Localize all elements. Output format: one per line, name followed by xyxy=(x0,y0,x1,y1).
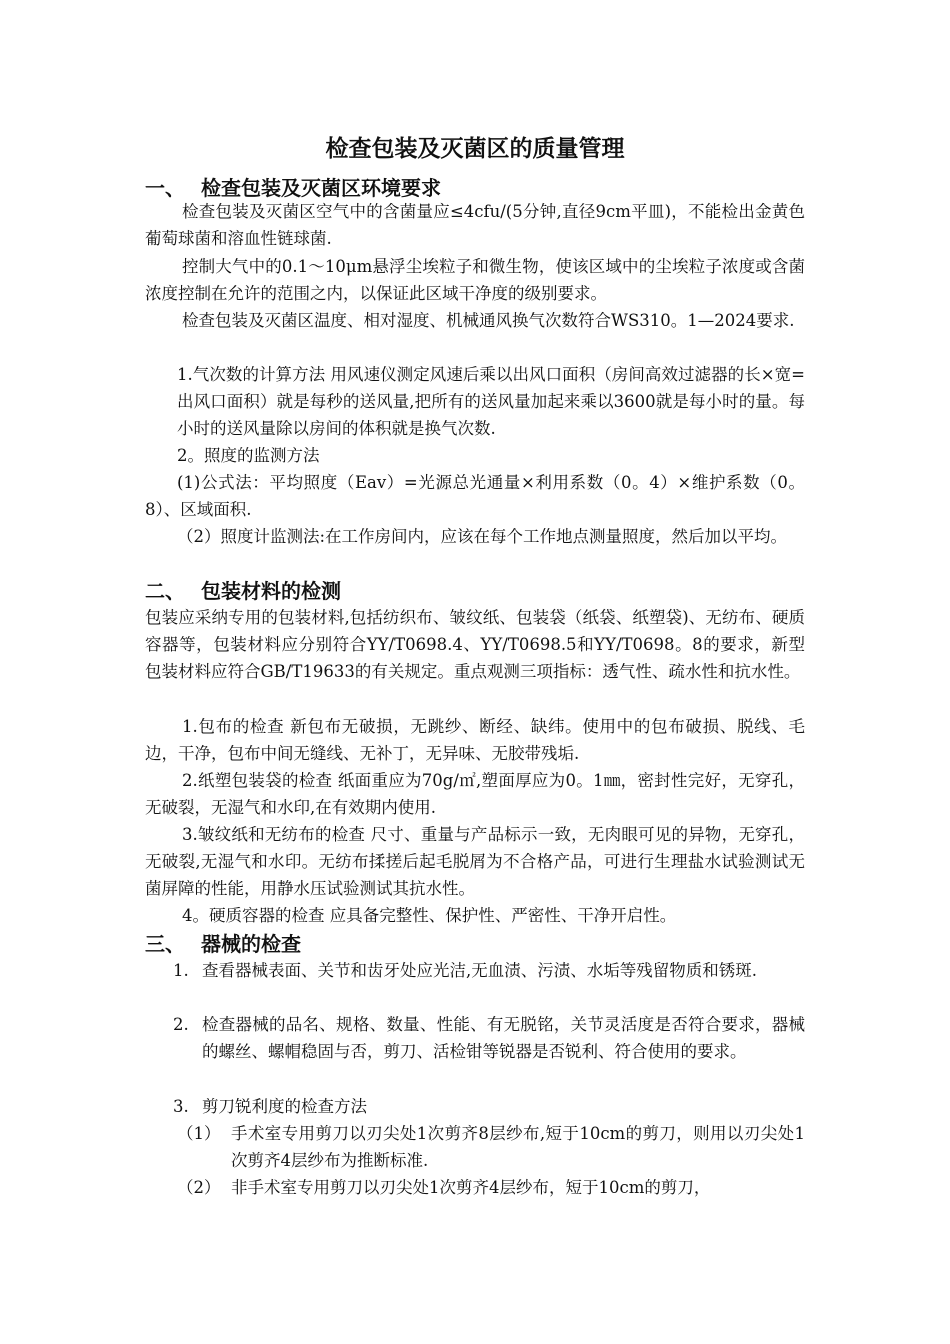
paragraph: (1)公式法：平均照度（Eav）=光源总光通量×利用系数（0。4）×维护系数（0。8）、区域面积. xyxy=(145,473,805,519)
page-title: 检查包装及灭菌区的质量管理 xyxy=(325,136,625,162)
paragraph: 1.包布的检查 新包布无破损，无跳纱、断经、缺纬。使用中的包布破损、脱线、毛边，干净，包布中间无缝线、无补丁，无异味、无胶带残垢. xyxy=(145,717,805,763)
sub-list-item xyxy=(177,1174,805,1201)
paragraph: 包装应采纳专用的包装材料,包括纺织布、皱纹纸、包装袋（纸袋、纸塑袋)、无纺布、硬质容器等，包装材料应分别符合YY/T0698.4、YY/T0698.5和YY/T0698。8的要求，新型包装材料应符合GB/T19633的有关规定。重点观测三项指标：透气性、疏水性和抗水性。 xyxy=(145,608,805,681)
paragraph: 2.纸塑包装袋的检查 纸面重应为70g/㎡,塑面厚应为0。1㎜，密封性完好，无穿孔，无破裂，无湿气和水印,在有效期内使用. xyxy=(145,771,805,817)
section-number: 三、 xyxy=(145,932,185,956)
sub-list-number: （2） xyxy=(177,1178,221,1197)
section-title: 检查包装及灭菌区环境要求 xyxy=(201,176,441,200)
paragraph: 2。照度的监测方法 xyxy=(177,446,320,465)
sub-list-number: （1） xyxy=(177,1124,221,1143)
list-number: 2. xyxy=(173,1015,189,1034)
section-number: 一、 xyxy=(145,176,185,200)
section-title: 器械的检查 xyxy=(201,932,301,956)
paragraph: 3.皱纹纸和无纺布的检查 尺寸、重量与产品标示一致，无肉眼可见的异物，无穿孔，无破裂,无湿气和水印。无纺布揉搓后起毛脱屑为不合格产品，可进行生理盐水试验测试无菌屏障的性能，用静水压试验测试其抗水性。 xyxy=(145,825,805,898)
paragraph: 4。硬质容器的检查 应具备完整性、保护性、严密性、干净开启性。 xyxy=(182,906,677,925)
list-item xyxy=(173,957,805,1011)
list-text: 检查器械的品名、规格、数量、性能、有无脱铭，关节灵活度是否符合要求，器械的螺丝、螺帽稳固与否，剪刀、活检钳等锐器是否锐利、符合使用的要求。 xyxy=(202,1015,805,1061)
list-number: 1. xyxy=(173,961,189,980)
paragraph: 控制大气中的0.1～10μm悬浮尘埃粒子和微生物，使该区域中的尘埃粒子浓度或含菌浓度控制在允许的范围之内，以保证此区域干净度的级别要求。 xyxy=(145,257,805,303)
list-item xyxy=(173,1011,805,1092)
sub-list-item xyxy=(177,1120,805,1174)
list-item xyxy=(173,1093,805,1120)
list-text: 查看器械表面、关节和齿牙处应光洁,无血渍、污渍、水垢等残留物质和锈斑. xyxy=(202,961,757,980)
sub-list-text: 非手术室专用剪刀以刃尖处1次剪齐4层纱布，短于10cm的剪刀， xyxy=(231,1178,711,1197)
section-title: 包装材料的检测 xyxy=(201,579,341,603)
section-number: 二、 xyxy=(145,579,185,603)
section-heading-3 xyxy=(145,930,301,958)
sub-list-text: 手术室专用剪刀以刃尖处1次剪齐8层纱布,短于10cm的剪刀，则用以刃尖处1次剪齐4层纱布为推断标准. xyxy=(231,1124,805,1170)
paragraph: （2）照度计监测法:在工作房间内，应该在每个工作地点测量照度，然后加以平均。 xyxy=(177,527,788,546)
paragraph: 检查包装及灭菌区空气中的含菌量应≤4cfu/(5分钟,直径9cm平皿)，不能检出金黄色葡萄球菌和溶血性链球菌. xyxy=(145,202,805,248)
list-number: 3. xyxy=(173,1097,189,1116)
paragraph: 检查包装及灭菌区温度、相对湿度、机械通风换气次数符合WS310。1—2024要求. xyxy=(182,311,795,330)
paragraph: 1.气次数的计算方法 用风速仪测定风速后乘以出风口面积（房间高效过滤器的长×宽=出风口面积）就是每秒的送风量,把所有的送风量加起来乘以3600就是每小时的量。每小时的送风量除以房间的体积就是换气次数. xyxy=(177,365,805,438)
section-heading-2 xyxy=(145,577,341,605)
list-text: 剪刀锐利度的检查方法 xyxy=(202,1097,367,1116)
